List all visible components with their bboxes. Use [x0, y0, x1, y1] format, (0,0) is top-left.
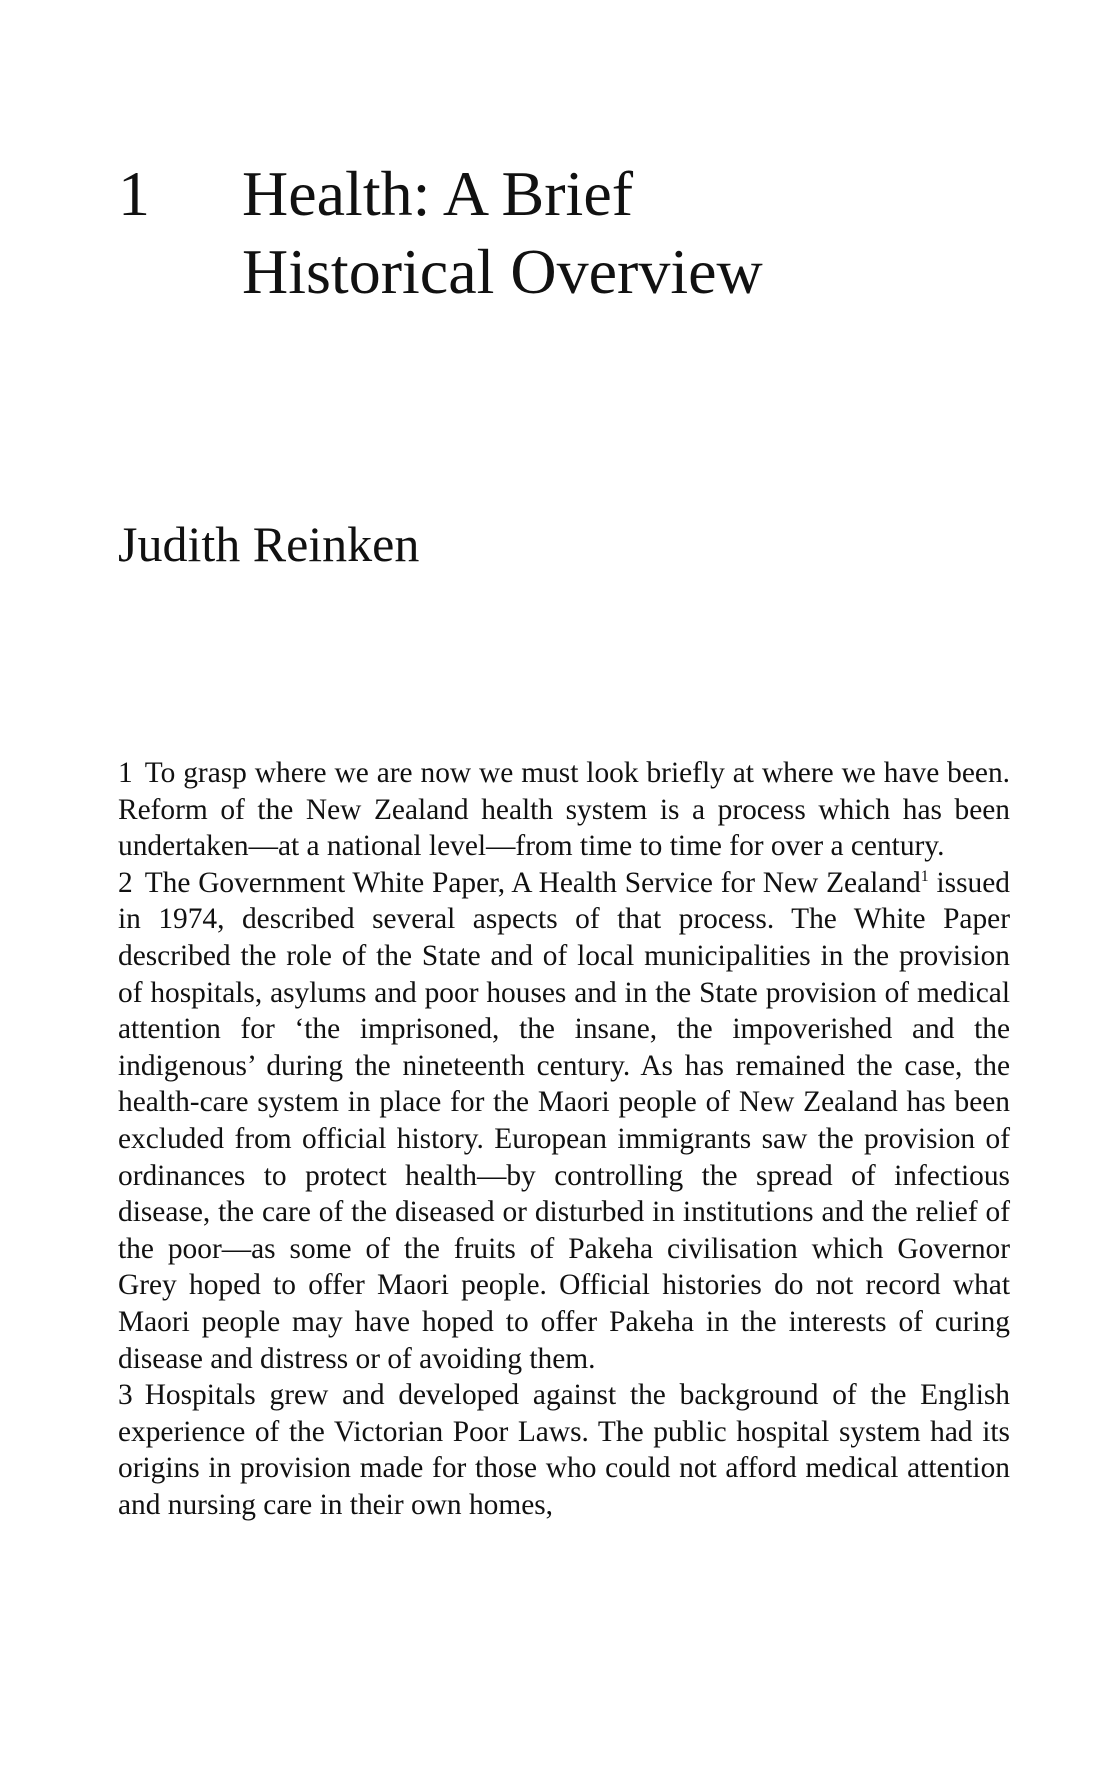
body-text: [118, 755, 1010, 1523]
chapter-title: [242, 155, 1002, 311]
paragraph-text: The Government White Paper, A Health Service for New Zealand: [144, 866, 921, 899]
paragraph-3: [118, 1377, 1010, 1523]
author-name: Judith Reinken: [118, 516, 420, 572]
paragraph-number: 2: [118, 866, 133, 899]
paragraph-text-continued: issued in 1974, described several aspects of that process. The White Paper described the role of the State and of local municipalities in the provision of hospitals, asylums and poor houses and in the State provision of medical attention for ‘the imprisoned, the insane, the impoverished and the indigenous’ during the nineteenth century. As has remained the case, the health-care system in place for the Maori people of New Zealand has been excluded from official history. European immigrants saw the provision of ordinances to protect health—by controlling the spread of infectious disease, the care of the diseased or disturbed in institutions and the relief of the poor—as some of the fruits of Pakeha civilisation which Governor Grey hoped to offer Maori people. Official histories do not record what Maori people may have hoped to offer Pakeha in the interests of curing disease and distress or of avoiding them.: [118, 866, 1010, 1375]
paragraph-text: Hospitals grew and developed against the background of the English experience of the Victorian Poor Laws. The public hospital system had its origins in provision made for those who could not afford medical attention and nursing care in their own homes,: [118, 1379, 1010, 1521]
paragraph-2: [118, 865, 1010, 1377]
chapter-title-line-2: Historical Overview: [242, 235, 763, 307]
paragraph-number: 1: [118, 757, 133, 789]
footnote-marker: 1: [920, 867, 929, 885]
paragraph-number: 3: [118, 1379, 133, 1412]
chapter-number: 1: [118, 157, 150, 229]
paragraph-1: [118, 755, 1010, 865]
paragraph-text: To grasp where we are now we must look briefly at where we have been. Reform of the New Zealand health system is a process which has been undertaken—at a national level—from time to time for over a century.: [118, 757, 1010, 863]
chapter-title-line-1: Health: A Brief: [242, 157, 634, 229]
